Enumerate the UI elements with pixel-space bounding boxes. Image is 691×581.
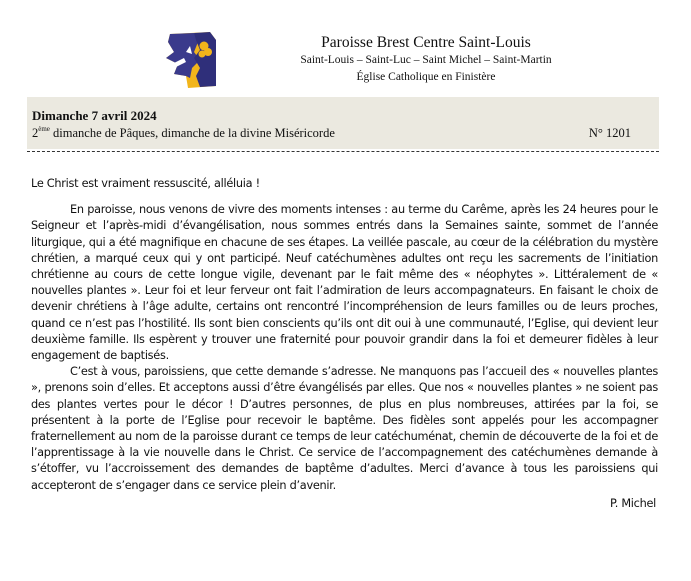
sunday-ordinal-suffix: ème xyxy=(38,125,50,133)
signature: P. Michel xyxy=(609,496,656,510)
editorial-body xyxy=(31,176,658,512)
intro-line: Le Christ est vraiment ressuscité, alléluia ! xyxy=(31,177,260,190)
date-banner xyxy=(27,97,659,149)
paragraph-2: C’est à vous, paroissiens, que cette demande s’adresse. Ne manquons pas l’accueil des « nouvelles plantes », prenons soin d’elles. Et acceptons aussi d’être évangélisés par elles. Que nos « nouvelles plantes » ne soient pas des plantes vertes pour le décor ! D’autres personnes, de plus en plus nombreuses, attirées par la foi, se présentent à la porte de l’Eglise pour recevoir le baptême. Des fidèles sont appelés pour les accompagner fraternellement au nom de la paroisse durant ce temps de leur catéchuménat, chemin de découverte de la foi et de l’apprentissage à la vie nouvelle dans le Christ. Ce service de l’accompagnement des catéchumènes demande à s’étoffer, vu l’accroissement des demandes de baptême d’adultes. Merci d’avance à tous les paroissiens qui accepteront de s’engager dans ce service plein d’avenir. xyxy=(31,365,658,492)
bulletin-date: Dimanche 7 avril 2024 xyxy=(32,108,157,123)
parish-logo-icon xyxy=(160,28,224,92)
parish-churches: Saint-Louis – Saint-Luc – Saint Michel – Saint-Martin xyxy=(300,54,552,66)
parish-info xyxy=(236,34,616,86)
liturgical-sunday xyxy=(32,126,335,141)
parish-church-type: Église Catholique en Finistère xyxy=(356,71,496,83)
sunday-name: dimanche de Pâques, dimanche de la divine Miséricorde xyxy=(49,126,335,140)
parish-title: Paroisse Brest Centre Saint-Louis xyxy=(321,34,531,51)
paragraph-1: En paroisse, nous venons de vivre des moments intenses : au terme du Carême, après les 24 heures pour le Seigneur et l’après-midi d’évangélisation, nous sommes entrés dans la Semaines sainte, sommet de l’année liturgique, qui a été magnifique en chacune de ses étapes. La veillée pascale, au cœur de la célébration du mystère chrétien, a marqué ceux qui y ont participé. Neuf catéchumènes adultes ont reçu les sacrements de l’initiation chrétienne au cours de cette longue vigile, devenant par le fait même des « néophytes ». Littéralement de « nouvelles plantes ». Leur foi et leur ferveur ont fait l’admiration de leurs accompagnateurs. En faisant le choix de devenir chrétiens à l’âge adulte, certains ont rencontré l’incompréhension de leurs familles ou de leurs proches, quand ce n’est pas l’hostilité. Ils sont bien conscients qu’ils ont dit oui à une communauté, l’Eglise, qui devient leur deuxième famille. Ils espèrent y trouver une fraternité pour pouvoir grandir dans la foi et demeurer fidèles à leur engagement de baptisés. xyxy=(31,203,658,363)
dashed-divider xyxy=(27,151,659,152)
sunday-ordinal-number: 2 xyxy=(32,126,39,140)
issue-number: N° 1201 xyxy=(588,126,631,140)
bulletin-header xyxy=(0,0,691,100)
